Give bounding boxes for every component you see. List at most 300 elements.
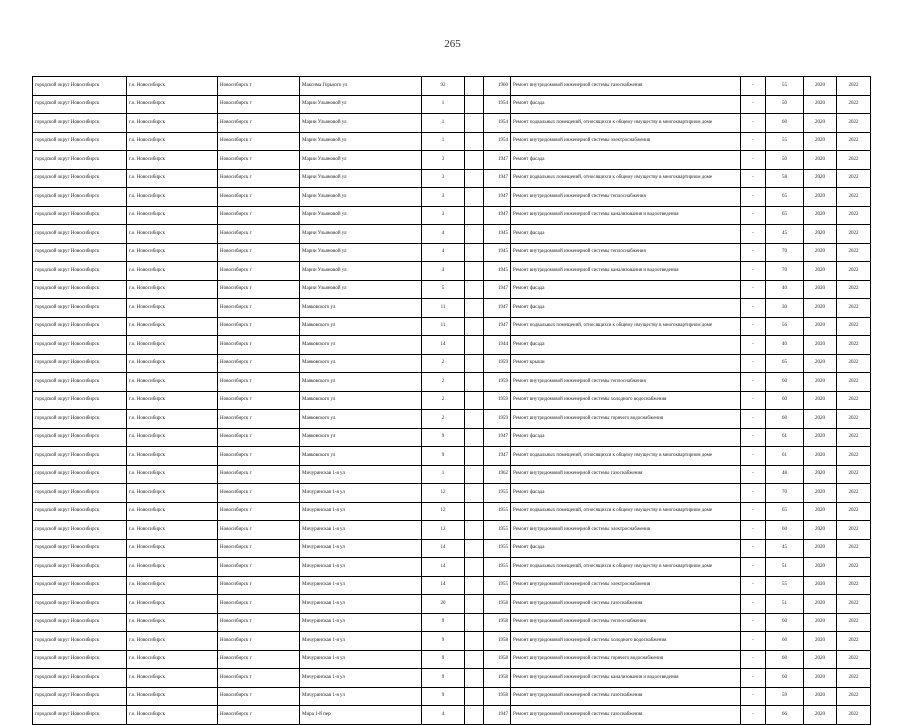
cell-house: 9 bbox=[422, 632, 465, 651]
cell-street: Мичуринская 1-я ул bbox=[300, 502, 422, 521]
cell-year-built: 1959 bbox=[484, 391, 511, 410]
cell-building bbox=[465, 410, 484, 429]
cell-locality: Новосибирск г bbox=[218, 428, 300, 447]
cell-work-type: Ремонт внутридомовой инженерной системы горячего водоснабжения bbox=[511, 410, 741, 429]
cell-street: Маяковского ул bbox=[300, 410, 422, 429]
table-row bbox=[33, 151, 871, 170]
cell-wear-percent: 70 bbox=[766, 484, 804, 503]
cell-municipality: г.о. Новосибирск bbox=[127, 206, 218, 225]
cell-end-year: 2022 bbox=[837, 706, 871, 725]
cell-house: 9 bbox=[422, 613, 465, 632]
cell-region: городской округ Новосибирск bbox=[33, 317, 127, 336]
cell-building bbox=[465, 280, 484, 299]
cell-work-type: Ремонт внутридомовой инженерной системы электроснабжения bbox=[511, 132, 741, 151]
cell-house: 12 bbox=[422, 521, 465, 540]
cell-work-type: Ремонт подвальных помещений, относящихся к общему имуществу в многоквартирном доме bbox=[511, 114, 741, 133]
cell-house: 3 bbox=[422, 188, 465, 207]
cell-work-type: Ремонт внутридомовой инженерной системы газоснабжения bbox=[511, 77, 741, 96]
cell-dash: - bbox=[741, 410, 766, 429]
cell-street: Мичуринская 1-я ул bbox=[300, 613, 422, 632]
cell-locality: Новосибирск г bbox=[218, 95, 300, 114]
table-row bbox=[33, 558, 871, 577]
cell-building bbox=[465, 539, 484, 558]
cell-region: городской округ Новосибирск bbox=[33, 428, 127, 447]
table-row bbox=[33, 447, 871, 466]
cell-region: городской округ Новосибирск bbox=[33, 576, 127, 595]
cell-building bbox=[465, 114, 484, 133]
cell-building bbox=[465, 336, 484, 355]
cell-locality: Новосибирск г bbox=[218, 114, 300, 133]
cell-work-type: Ремонт подвальных помещений, относящихся к общему имуществу в многоквартирном доме bbox=[511, 447, 741, 466]
cell-municipality: г.о. Новосибирск bbox=[127, 447, 218, 466]
table-row bbox=[33, 132, 871, 151]
cell-house: 2 bbox=[422, 410, 465, 429]
cell-locality: Новосибирск г bbox=[218, 373, 300, 392]
cell-locality: Новосибирск г bbox=[218, 484, 300, 503]
cell-house: 20 bbox=[422, 595, 465, 614]
table-row bbox=[33, 521, 871, 540]
cell-locality: Новосибирск г bbox=[218, 354, 300, 373]
cell-building bbox=[465, 225, 484, 244]
cell-region: городской округ Новосибирск bbox=[33, 465, 127, 484]
cell-region: городской округ Новосибирск bbox=[33, 280, 127, 299]
cell-dash: - bbox=[741, 428, 766, 447]
cell-wear-percent: 40 bbox=[766, 336, 804, 355]
cell-region: городской округ Новосибирск bbox=[33, 132, 127, 151]
cell-start-year: 2020 bbox=[804, 206, 837, 225]
cell-house: 12 bbox=[422, 484, 465, 503]
cell-municipality: г.о. Новосибирск bbox=[127, 188, 218, 207]
page-number: 265 bbox=[444, 38, 461, 50]
cell-work-type: Ремонт крыши bbox=[511, 354, 741, 373]
cell-year-built: 1945 bbox=[484, 225, 511, 244]
cell-locality: Новосибирск г bbox=[218, 632, 300, 651]
cell-work-type: Ремонт внутридомовой инженерной системы теплоснабжения bbox=[511, 373, 741, 392]
cell-dash: - bbox=[741, 336, 766, 355]
cell-region: городской округ Новосибирск bbox=[33, 151, 127, 170]
cell-wear-percent: 60 bbox=[766, 632, 804, 651]
cell-street: Марии Ульяновой ул bbox=[300, 262, 422, 281]
cell-end-year: 2022 bbox=[837, 225, 871, 244]
cell-wear-percent: 65 bbox=[766, 188, 804, 207]
cell-building bbox=[465, 299, 484, 318]
cell-dash: - bbox=[741, 169, 766, 188]
cell-wear-percent: 60 bbox=[766, 613, 804, 632]
cell-year-built: 1959 bbox=[484, 354, 511, 373]
cell-start-year: 2020 bbox=[804, 169, 837, 188]
cell-house: 14 bbox=[422, 539, 465, 558]
cell-locality: Новосибирск г bbox=[218, 151, 300, 170]
cell-work-type: Ремонт внутридомовой инженерной системы газоснабжения bbox=[511, 706, 741, 725]
cell-wear-percent: 70 bbox=[766, 262, 804, 281]
cell-region: городской округ Новосибирск bbox=[33, 706, 127, 725]
cell-end-year: 2022 bbox=[837, 77, 871, 96]
table-row bbox=[33, 373, 871, 392]
cell-start-year: 2020 bbox=[804, 225, 837, 244]
cell-work-type: Ремонт внутридомовой инженерной системы электроснабжения bbox=[511, 521, 741, 540]
cell-start-year: 2020 bbox=[804, 336, 837, 355]
cell-end-year: 2022 bbox=[837, 465, 871, 484]
cell-building bbox=[465, 262, 484, 281]
cell-house: 4 bbox=[422, 706, 465, 725]
cell-wear-percent: 55 bbox=[766, 77, 804, 96]
cell-year-built: 1945 bbox=[484, 262, 511, 281]
cell-end-year: 2022 bbox=[837, 410, 871, 429]
cell-start-year: 2020 bbox=[804, 502, 837, 521]
cell-start-year: 2020 bbox=[804, 114, 837, 133]
cell-region: городской округ Новосибирск bbox=[33, 77, 127, 96]
cell-house: 11 bbox=[422, 299, 465, 318]
cell-street: Мичуринская 1-я ул bbox=[300, 687, 422, 706]
cell-wear-percent: 60 bbox=[766, 114, 804, 133]
cell-wear-percent: 51 bbox=[766, 558, 804, 577]
cell-house: 14 bbox=[422, 336, 465, 355]
cell-end-year: 2022 bbox=[837, 151, 871, 170]
cell-street: Маяковского ул bbox=[300, 373, 422, 392]
cell-street: Марии Ульяновой ул bbox=[300, 132, 422, 151]
cell-municipality: г.о. Новосибирск bbox=[127, 169, 218, 188]
cell-municipality: г.о. Новосибирск bbox=[127, 428, 218, 447]
cell-year-built: 1947 bbox=[484, 188, 511, 207]
table-row bbox=[33, 280, 871, 299]
cell-house: 9 bbox=[422, 669, 465, 688]
cell-locality: Новосибирск г bbox=[218, 650, 300, 669]
cell-wear-percent: 60 bbox=[766, 650, 804, 669]
cell-house: 4 bbox=[422, 225, 465, 244]
repair-register-table bbox=[32, 76, 871, 725]
cell-region: городской округ Новосибирск bbox=[33, 95, 127, 114]
cell-region: городской округ Новосибирск bbox=[33, 354, 127, 373]
cell-start-year: 2020 bbox=[804, 669, 837, 688]
table-row bbox=[33, 114, 871, 133]
cell-building bbox=[465, 188, 484, 207]
cell-end-year: 2022 bbox=[837, 687, 871, 706]
cell-end-year: 2022 bbox=[837, 669, 871, 688]
cell-building bbox=[465, 373, 484, 392]
cell-start-year: 2020 bbox=[804, 484, 837, 503]
cell-year-built: 1945 bbox=[484, 243, 511, 262]
cell-municipality: г.о. Новосибирск bbox=[127, 539, 218, 558]
cell-year-built: 1947 bbox=[484, 206, 511, 225]
cell-street: Марии Ульяновой ул bbox=[300, 243, 422, 262]
cell-region: городской округ Новосибирск bbox=[33, 410, 127, 429]
cell-start-year: 2020 bbox=[804, 428, 837, 447]
cell-year-built: 1955 bbox=[484, 502, 511, 521]
cell-end-year: 2022 bbox=[837, 595, 871, 614]
cell-region: городской округ Новосибирск bbox=[33, 225, 127, 244]
cell-dash: - bbox=[741, 114, 766, 133]
cell-region: городской округ Новосибирск bbox=[33, 484, 127, 503]
table-row bbox=[33, 632, 871, 651]
cell-work-type: Ремонт внутридомовой инженерной системы канализования и водоотведения bbox=[511, 262, 741, 281]
cell-work-type: Ремонт подвальных помещений, относящихся к общему имуществу в многоквартирном доме bbox=[511, 558, 741, 577]
cell-house: 2 bbox=[422, 391, 465, 410]
cell-wear-percent: 58 bbox=[766, 169, 804, 188]
cell-municipality: г.о. Новосибирск bbox=[127, 317, 218, 336]
cell-end-year: 2022 bbox=[837, 95, 871, 114]
table-row bbox=[33, 613, 871, 632]
table-row bbox=[33, 95, 871, 114]
cell-house: 14 bbox=[422, 558, 465, 577]
cell-municipality: г.о. Новосибирск bbox=[127, 225, 218, 244]
cell-start-year: 2020 bbox=[804, 95, 837, 114]
table-row bbox=[33, 465, 871, 484]
cell-start-year: 2020 bbox=[804, 539, 837, 558]
cell-year-built: 1955 bbox=[484, 558, 511, 577]
cell-wear-percent: 60 bbox=[766, 410, 804, 429]
cell-locality: Новосибирск г bbox=[218, 706, 300, 725]
cell-house: 3 bbox=[422, 206, 465, 225]
cell-house: 1 bbox=[422, 95, 465, 114]
cell-house: 9 bbox=[422, 687, 465, 706]
cell-house: 2 bbox=[422, 373, 465, 392]
cell-work-type: Ремонт фасада bbox=[511, 336, 741, 355]
cell-start-year: 2020 bbox=[804, 373, 837, 392]
cell-locality: Новосибирск г bbox=[218, 299, 300, 318]
cell-street: Маяковского ул bbox=[300, 447, 422, 466]
cell-street: Маяковского ул bbox=[300, 354, 422, 373]
cell-end-year: 2022 bbox=[837, 391, 871, 410]
cell-work-type: Ремонт внутридомовой инженерной системы теплоснабжения bbox=[511, 188, 741, 207]
cell-municipality: г.о. Новосибирск bbox=[127, 132, 218, 151]
cell-locality: Новосибирск г bbox=[218, 669, 300, 688]
cell-dash: - bbox=[741, 280, 766, 299]
cell-region: городской округ Новосибирск bbox=[33, 502, 127, 521]
cell-house: 14 bbox=[422, 576, 465, 595]
cell-municipality: г.о. Новосибирск bbox=[127, 576, 218, 595]
cell-locality: Новосибирск г bbox=[218, 280, 300, 299]
cell-dash: - bbox=[741, 447, 766, 466]
cell-locality: Новосибирск г bbox=[218, 410, 300, 429]
cell-year-built: 1954 bbox=[484, 132, 511, 151]
cell-start-year: 2020 bbox=[804, 243, 837, 262]
cell-house: 2 bbox=[422, 354, 465, 373]
cell-dash: - bbox=[741, 558, 766, 577]
cell-end-year: 2022 bbox=[837, 299, 871, 318]
cell-wear-percent: 50 bbox=[766, 151, 804, 170]
cell-year-built: 1958 bbox=[484, 650, 511, 669]
cell-end-year: 2022 bbox=[837, 521, 871, 540]
cell-region: городской округ Новосибирск bbox=[33, 447, 127, 466]
cell-dash: - bbox=[741, 373, 766, 392]
cell-end-year: 2022 bbox=[837, 558, 871, 577]
cell-street: Мичуринская 1-я ул bbox=[300, 669, 422, 688]
cell-start-year: 2020 bbox=[804, 262, 837, 281]
cell-year-built: 1959 bbox=[484, 373, 511, 392]
cell-year-built: 1955 bbox=[484, 521, 511, 540]
cell-street: Мичуринская 1-я ул bbox=[300, 465, 422, 484]
cell-building bbox=[465, 391, 484, 410]
cell-year-built: 1955 bbox=[484, 539, 511, 558]
cell-end-year: 2022 bbox=[837, 484, 871, 503]
cell-building bbox=[465, 206, 484, 225]
cell-end-year: 2022 bbox=[837, 206, 871, 225]
cell-year-built: 1959 bbox=[484, 410, 511, 429]
cell-region: городской округ Новосибирск bbox=[33, 558, 127, 577]
cell-end-year: 2022 bbox=[837, 317, 871, 336]
cell-start-year: 2020 bbox=[804, 650, 837, 669]
cell-wear-percent: 48 bbox=[766, 465, 804, 484]
cell-start-year: 2020 bbox=[804, 687, 837, 706]
cell-start-year: 2020 bbox=[804, 280, 837, 299]
cell-start-year: 2020 bbox=[804, 410, 837, 429]
cell-wear-percent: 55 bbox=[766, 576, 804, 595]
cell-year-built: 1944 bbox=[484, 336, 511, 355]
cell-dash: - bbox=[741, 151, 766, 170]
cell-dash: - bbox=[741, 465, 766, 484]
cell-dash: - bbox=[741, 595, 766, 614]
table-row bbox=[33, 650, 871, 669]
table-row bbox=[33, 262, 871, 281]
cell-wear-percent: 65 bbox=[766, 206, 804, 225]
cell-building bbox=[465, 243, 484, 262]
cell-locality: Новосибирск г bbox=[218, 447, 300, 466]
table-row bbox=[33, 595, 871, 614]
table-row bbox=[33, 669, 871, 688]
cell-region: городской округ Новосибирск bbox=[33, 299, 127, 318]
cell-region: городской округ Новосибирск bbox=[33, 650, 127, 669]
cell-start-year: 2020 bbox=[804, 613, 837, 632]
cell-building bbox=[465, 687, 484, 706]
cell-locality: Новосибирск г bbox=[218, 169, 300, 188]
cell-end-year: 2022 bbox=[837, 132, 871, 151]
cell-year-built: 1958 bbox=[484, 687, 511, 706]
cell-region: городской округ Новосибирск bbox=[33, 687, 127, 706]
cell-building bbox=[465, 77, 484, 96]
cell-locality: Новосибирск г bbox=[218, 613, 300, 632]
cell-house: 3 bbox=[422, 169, 465, 188]
cell-building bbox=[465, 317, 484, 336]
cell-house: 9 bbox=[422, 650, 465, 669]
table-row bbox=[33, 687, 871, 706]
cell-wear-percent: 40 bbox=[766, 280, 804, 299]
cell-year-built: 1947 bbox=[484, 706, 511, 725]
cell-work-type: Ремонт подвальных помещений, относящихся к общему имуществу в многоквартирном доме bbox=[511, 169, 741, 188]
cell-street: Мичуринская 1-я ул bbox=[300, 576, 422, 595]
table-row bbox=[33, 484, 871, 503]
cell-building bbox=[465, 95, 484, 114]
cell-street: Мичуринская 1-я ул bbox=[300, 558, 422, 577]
cell-start-year: 2020 bbox=[804, 188, 837, 207]
cell-dash: - bbox=[741, 687, 766, 706]
table-row bbox=[33, 225, 871, 244]
cell-house: 4 bbox=[422, 262, 465, 281]
cell-locality: Новосибирск г bbox=[218, 243, 300, 262]
cell-dash: - bbox=[741, 299, 766, 318]
cell-municipality: г.о. Новосибирск bbox=[127, 151, 218, 170]
cell-street: Марии Ульяновой ул bbox=[300, 225, 422, 244]
cell-region: городской округ Новосибирск bbox=[33, 632, 127, 651]
cell-end-year: 2022 bbox=[837, 114, 871, 133]
cell-end-year: 2022 bbox=[837, 262, 871, 281]
cell-wear-percent: 66 bbox=[766, 706, 804, 725]
cell-work-type: Ремонт внутридомовой инженерной системы горячего водоснабжения bbox=[511, 650, 741, 669]
cell-dash: - bbox=[741, 225, 766, 244]
cell-work-type: Ремонт внутридомовой инженерной системы холодного водоснабжения bbox=[511, 391, 741, 410]
cell-municipality: г.о. Новосибирск bbox=[127, 558, 218, 577]
cell-end-year: 2022 bbox=[837, 502, 871, 521]
cell-dash: - bbox=[741, 669, 766, 688]
cell-dash: - bbox=[741, 650, 766, 669]
cell-year-built: 1947 bbox=[484, 299, 511, 318]
cell-region: городской округ Новосибирск bbox=[33, 169, 127, 188]
cell-municipality: г.о. Новосибирск bbox=[127, 706, 218, 725]
cell-region: городской округ Новосибирск bbox=[33, 336, 127, 355]
table-row bbox=[33, 299, 871, 318]
table-row bbox=[33, 354, 871, 373]
cell-year-built: 1947 bbox=[484, 428, 511, 447]
cell-house: 3 bbox=[422, 151, 465, 170]
cell-end-year: 2022 bbox=[837, 336, 871, 355]
cell-locality: Новосибирск г bbox=[218, 225, 300, 244]
cell-street: Маяковского ул bbox=[300, 299, 422, 318]
table-row bbox=[33, 317, 871, 336]
cell-wear-percent: 60 bbox=[766, 521, 804, 540]
cell-end-year: 2022 bbox=[837, 650, 871, 669]
cell-end-year: 2022 bbox=[837, 613, 871, 632]
cell-region: городской округ Новосибирск bbox=[33, 539, 127, 558]
cell-year-built: 1947 bbox=[484, 169, 511, 188]
cell-building bbox=[465, 576, 484, 595]
cell-wear-percent: 59 bbox=[766, 687, 804, 706]
cell-municipality: г.о. Новосибирск bbox=[127, 632, 218, 651]
cell-building bbox=[465, 428, 484, 447]
cell-wear-percent: 51 bbox=[766, 595, 804, 614]
cell-street: Максима Горького ул bbox=[300, 77, 422, 96]
cell-street: Маяковского ул bbox=[300, 428, 422, 447]
cell-locality: Новосибирск г bbox=[218, 539, 300, 558]
cell-start-year: 2020 bbox=[804, 151, 837, 170]
table-row bbox=[33, 77, 871, 96]
table-row bbox=[33, 188, 871, 207]
cell-municipality: г.о. Новосибирск bbox=[127, 410, 218, 429]
cell-start-year: 2020 bbox=[804, 391, 837, 410]
cell-work-type: Ремонт фасада bbox=[511, 151, 741, 170]
cell-work-type: Ремонт фасада bbox=[511, 484, 741, 503]
cell-street: Мичуринская 1-я ул bbox=[300, 484, 422, 503]
cell-dash: - bbox=[741, 132, 766, 151]
cell-building bbox=[465, 169, 484, 188]
cell-wear-percent: 56 bbox=[766, 317, 804, 336]
cell-start-year: 2020 bbox=[804, 558, 837, 577]
cell-municipality: г.о. Новосибирск bbox=[127, 299, 218, 318]
cell-locality: Новосибирск г bbox=[218, 77, 300, 96]
cell-dash: - bbox=[741, 539, 766, 558]
cell-house: 11 bbox=[422, 317, 465, 336]
table-row bbox=[33, 336, 871, 355]
cell-house: 1 bbox=[422, 114, 465, 133]
cell-house: 12 bbox=[422, 502, 465, 521]
cell-start-year: 2020 bbox=[804, 317, 837, 336]
cell-work-type: Ремонт внутридомовой инженерной системы канализования и водоотведения bbox=[511, 206, 741, 225]
cell-region: городской округ Новосибирск bbox=[33, 595, 127, 614]
cell-house: 5 bbox=[422, 280, 465, 299]
cell-wear-percent: 60 bbox=[766, 373, 804, 392]
cell-house: 9 bbox=[422, 447, 465, 466]
cell-municipality: г.о. Новосибирск bbox=[127, 77, 218, 96]
cell-work-type: Ремонт внутридомовой инженерной системы газоснабжения bbox=[511, 687, 741, 706]
cell-locality: Новосибирск г bbox=[218, 188, 300, 207]
cell-locality: Новосибирск г bbox=[218, 558, 300, 577]
cell-dash: - bbox=[741, 95, 766, 114]
cell-municipality: г.о. Новосибирск bbox=[127, 243, 218, 262]
cell-wear-percent: 60 bbox=[766, 669, 804, 688]
cell-municipality: г.о. Новосибирск bbox=[127, 687, 218, 706]
cell-start-year: 2020 bbox=[804, 465, 837, 484]
cell-year-built: 1947 bbox=[484, 280, 511, 299]
cell-region: городской округ Новосибирск bbox=[33, 669, 127, 688]
cell-work-type: Ремонт фасада bbox=[511, 280, 741, 299]
